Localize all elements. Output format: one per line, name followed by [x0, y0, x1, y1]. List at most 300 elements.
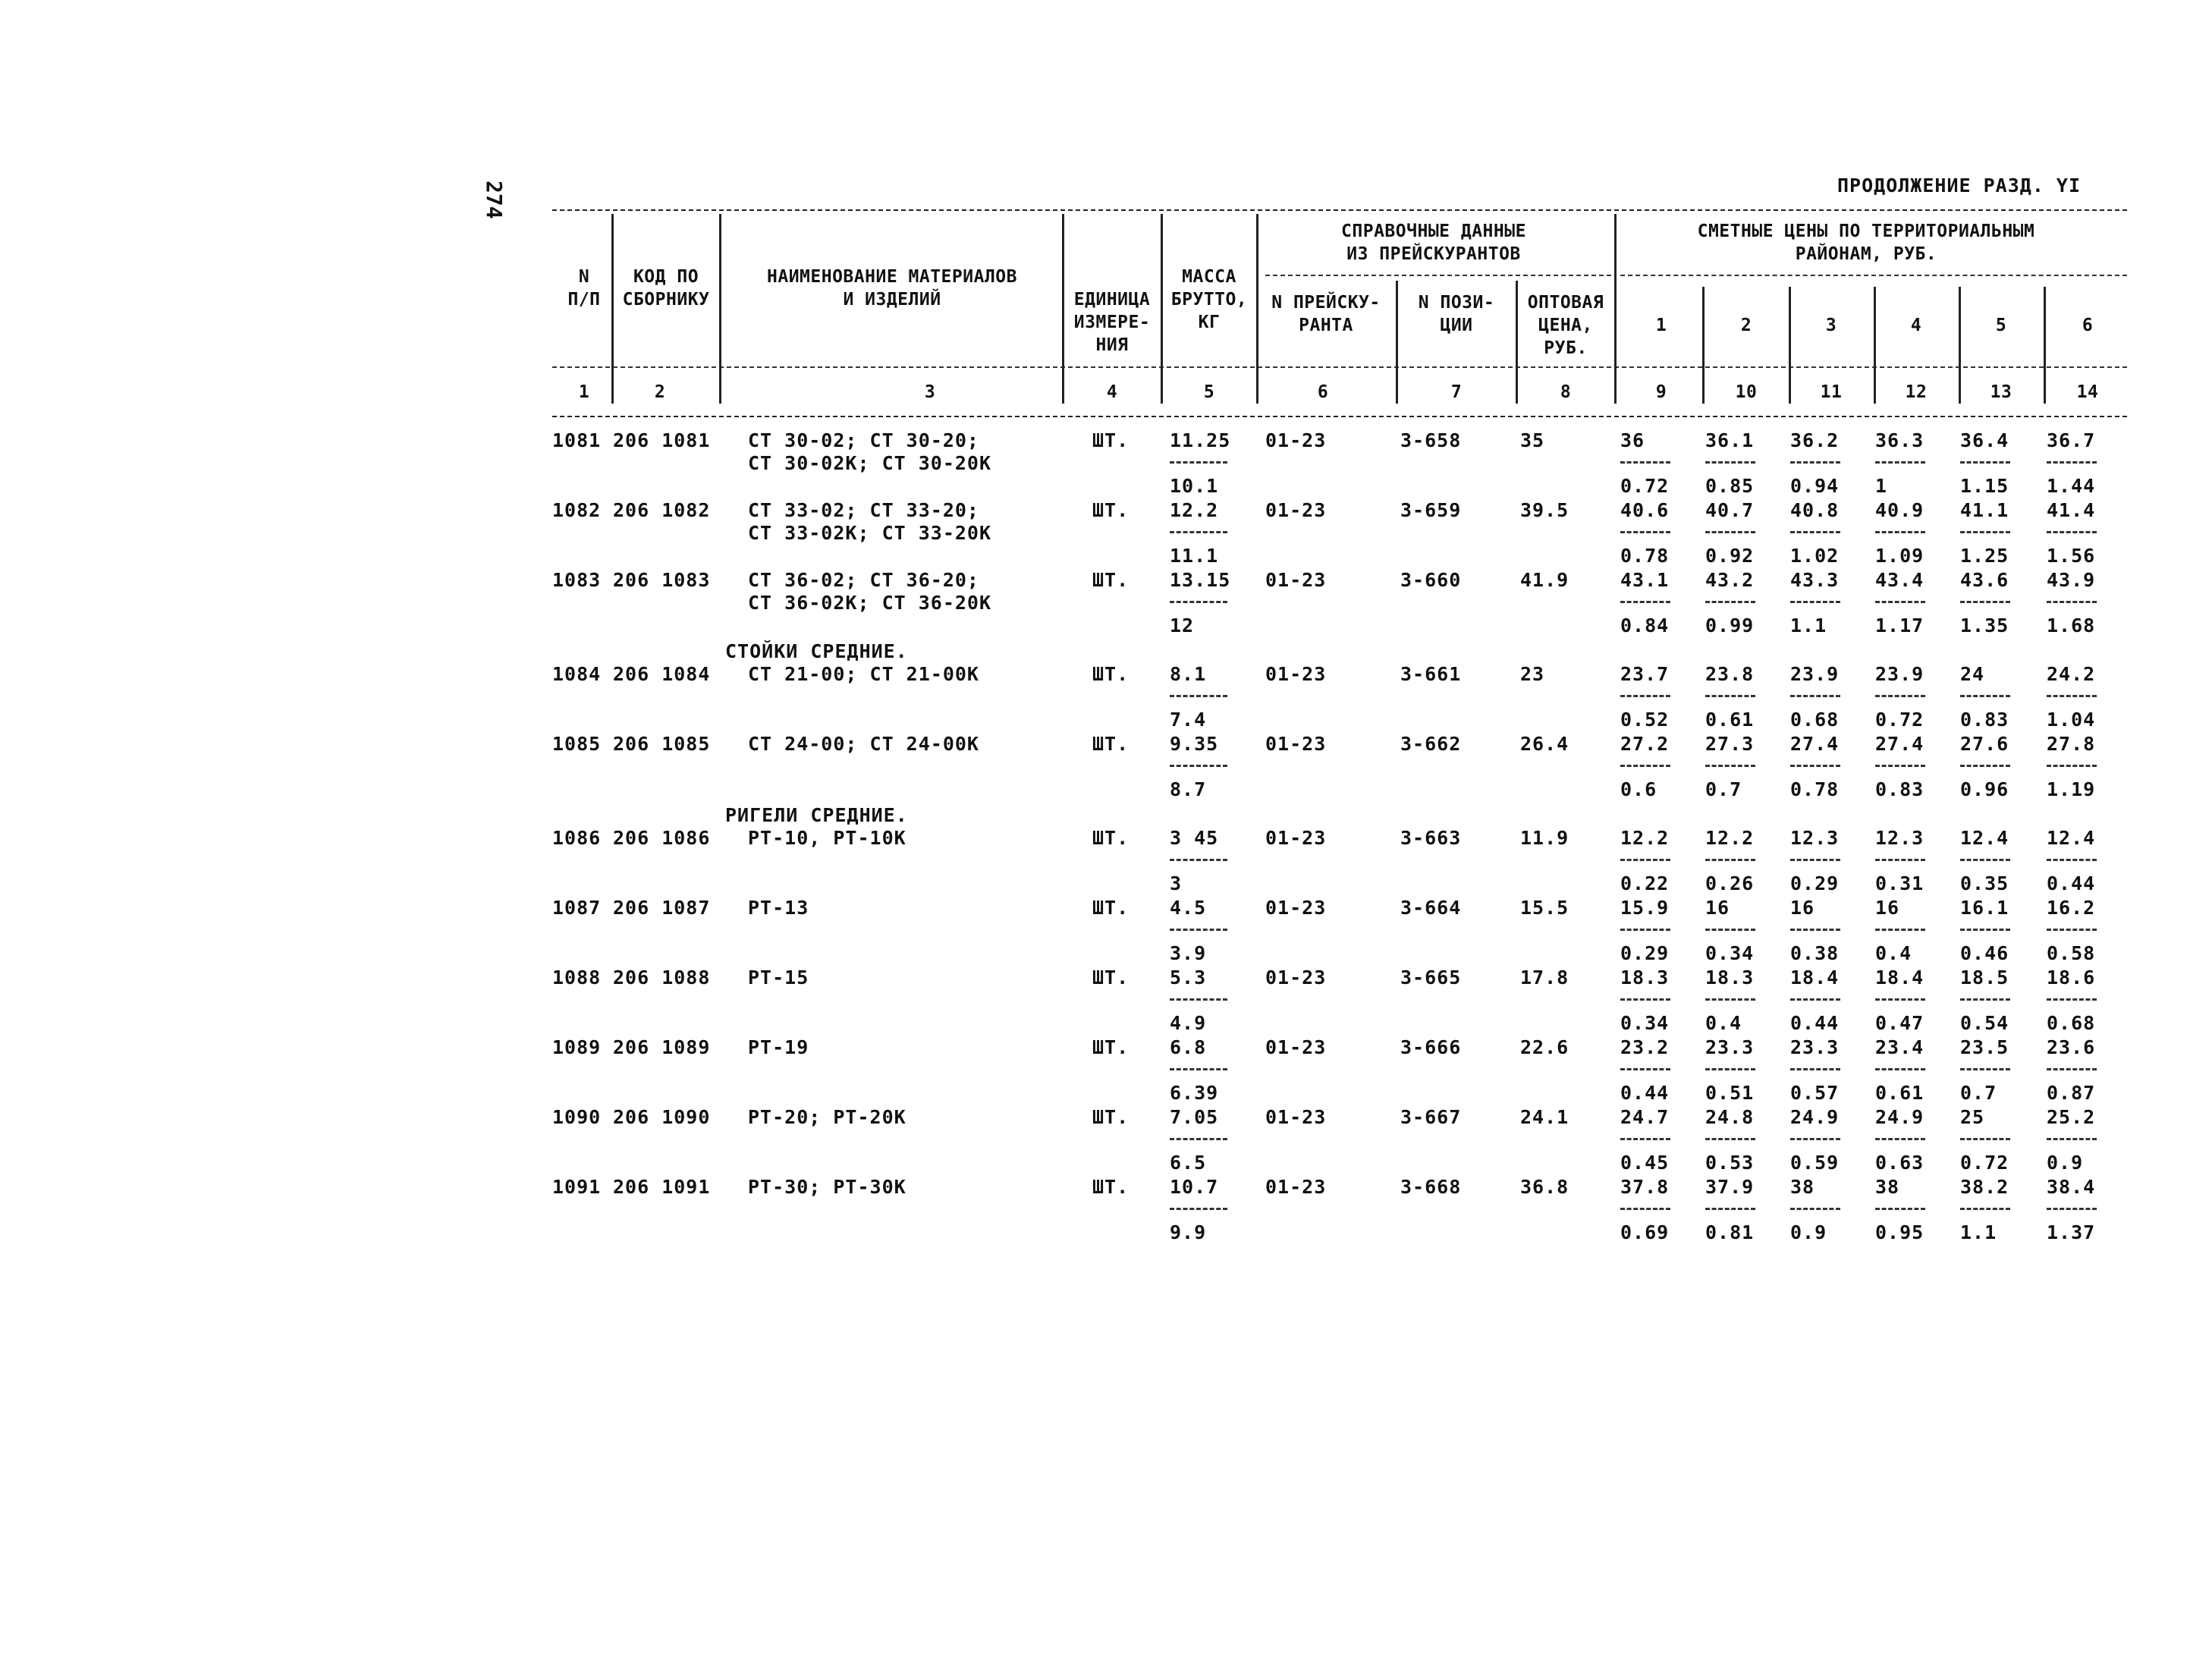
- column-separator: [1702, 287, 1705, 404]
- row-district-wage: 1.19: [2047, 778, 2096, 800]
- column-number-1: 1: [578, 382, 590, 402]
- row-district-wage: 0.4: [1705, 1012, 1742, 1034]
- header-col-name: НАИМЕНОВАНИЕ МАТЕРИАЛОВ: [767, 267, 1017, 287]
- fraction-line: [2047, 859, 2097, 861]
- row-district-wage: 0.7: [1705, 778, 1742, 800]
- fraction-line: [1170, 1208, 1227, 1210]
- row-name: СТ 30-02К; СТ 30-20К: [748, 452, 992, 474]
- row-district-price: 27.4: [1875, 733, 1925, 755]
- fraction-line: [1170, 461, 1227, 464]
- fraction-line: [1620, 461, 1670, 464]
- row-pricelist: 01-23: [1265, 967, 1327, 989]
- row-district-price: 40.6: [1620, 499, 1670, 521]
- row-district-wage: 0.85: [1705, 475, 1755, 497]
- row-pricelist: 01-23: [1265, 1176, 1327, 1198]
- row-mass: 3 45: [1170, 827, 1219, 849]
- column-number-11: 11: [1820, 382, 1843, 402]
- fraction-line: [1960, 601, 2010, 603]
- fraction-line: [1705, 765, 1755, 767]
- row-unit: ШТ.: [1092, 827, 1130, 849]
- row-district-price: 15.9: [1620, 897, 1670, 919]
- row-district-price: 36.3: [1875, 429, 1925, 451]
- row-district-price: 40.8: [1790, 499, 1840, 521]
- row-unit: ШТ.: [1092, 897, 1130, 919]
- row-district-price: 27.6: [1960, 733, 2009, 755]
- row-district-wage: 0.29: [1790, 872, 1840, 894]
- row-district-wage: 0.72: [1620, 475, 1670, 497]
- row-district-price: 16: [1875, 897, 1900, 919]
- row-pricelist: 01-23: [1265, 897, 1327, 919]
- row-district-wage: 0.44: [1620, 1082, 1670, 1104]
- row-district-wage: 0.7: [1960, 1082, 1997, 1104]
- row-name: СТ 21-00; СТ 21-00К: [748, 663, 979, 685]
- row-district-price: 23.9: [1790, 663, 1840, 685]
- row-district-price: 37.8: [1620, 1176, 1670, 1198]
- row-code: 206 1081: [613, 429, 711, 451]
- row-position: 3-665: [1400, 967, 1462, 989]
- fraction-line: [1875, 531, 1925, 533]
- row-district-price: 23.7: [1620, 663, 1670, 685]
- fraction-line: [1170, 601, 1227, 603]
- row-code: 206 1091: [613, 1176, 711, 1198]
- row-district-price: 24.9: [1790, 1106, 1840, 1128]
- row-district-wage: 0.78: [1620, 545, 1670, 567]
- group-heading: РИГЕЛИ СРЕДНИЕ.: [725, 804, 908, 826]
- fraction-line: [1170, 998, 1227, 1001]
- column-separator: [2044, 287, 2046, 404]
- header-subrule: [1620, 275, 2127, 276]
- row-unit: ШТ.: [1092, 967, 1130, 989]
- row-district-wage: 0.84: [1620, 614, 1670, 636]
- header-col-number: П/П: [567, 290, 601, 310]
- column-number-9: 9: [1655, 382, 1667, 402]
- row-mass-net: 6.5: [1170, 1152, 1207, 1174]
- row-name: СТ 24-00; СТ 24-00К: [748, 733, 979, 755]
- row-name: СТ 33-02К; СТ 33-20К: [748, 522, 992, 544]
- row-unit: ШТ.: [1092, 1176, 1130, 1198]
- row-district-wage: 0.92: [1705, 545, 1755, 567]
- row-district-wage: 0.58: [2047, 942, 2096, 964]
- row-district-wage: 0.52: [1620, 709, 1670, 731]
- row-district-price: 12.4: [1960, 827, 2009, 849]
- row-district-wage: 1.35: [1960, 614, 2009, 636]
- row-district-wage: 0.94: [1790, 475, 1840, 497]
- row-unit: ШТ.: [1092, 663, 1130, 685]
- row-district-price: 36: [1620, 429, 1645, 451]
- row-number: 1081: [552, 429, 602, 451]
- row-position: 3-666: [1400, 1036, 1462, 1058]
- column-number-6: 6: [1317, 382, 1329, 402]
- row-district-wage: 0.57: [1790, 1082, 1840, 1104]
- header-district-5: 5: [1995, 316, 2007, 335]
- row-mass: 7.05: [1170, 1106, 1219, 1128]
- header-col-code: КОД ПО: [633, 267, 699, 287]
- row-district-wage: 0.59: [1790, 1152, 1840, 1174]
- row-number: 1083: [552, 569, 602, 591]
- row-district-wage: 0.87: [2047, 1082, 2096, 1104]
- section-title: ПРОДОЛЖЕНИЕ РАЗД. YI: [1837, 174, 2082, 196]
- row-district-wage: 0.38: [1790, 942, 1840, 964]
- row-mass: 4.5: [1170, 897, 1207, 919]
- column-number-13: 13: [1990, 382, 2012, 402]
- fraction-line: [1960, 859, 2010, 861]
- row-number: 1090: [552, 1106, 602, 1128]
- fraction-line: [1875, 1208, 1925, 1210]
- column-separator: [719, 214, 721, 404]
- row-pricelist: 01-23: [1265, 499, 1327, 521]
- row-district-price: 27.4: [1790, 733, 1840, 755]
- column-number-2: 2: [654, 382, 666, 402]
- fraction-line: [1875, 929, 1925, 931]
- fraction-line: [1960, 1138, 2010, 1140]
- header-district-1: 1: [1655, 316, 1667, 335]
- fraction-line: [1170, 531, 1227, 533]
- fraction-line: [1620, 531, 1670, 533]
- header-col-unit: ЕДИНИЦА: [1073, 290, 1151, 310]
- fraction-line: [1790, 601, 1840, 603]
- row-number: 1085: [552, 733, 602, 755]
- column-separator: [1516, 281, 1518, 404]
- row-mass: 5.3: [1170, 967, 1207, 989]
- row-district-price: 23.3: [1705, 1036, 1755, 1058]
- row-district-price: 12.2: [1705, 827, 1755, 849]
- row-district-wage: 0.63: [1875, 1152, 1925, 1174]
- column-number-8: 8: [1560, 382, 1572, 402]
- row-code: 206 1088: [613, 967, 711, 989]
- column-separator: [1614, 214, 1617, 404]
- row-district-price: 12.3: [1875, 827, 1925, 849]
- table-rule: [552, 416, 2127, 417]
- row-position: 3-668: [1400, 1176, 1462, 1198]
- header-subrule: [552, 366, 2127, 368]
- fraction-line: [1875, 1138, 1925, 1140]
- fraction-line: [1960, 765, 2010, 767]
- row-number: 1087: [552, 897, 602, 919]
- row-position: 3-660: [1400, 569, 1462, 591]
- fraction-line: [1620, 695, 1670, 697]
- row-district-wage: 1.15: [1960, 475, 2009, 497]
- fraction-line: [1620, 859, 1670, 861]
- row-mass-net: 6.39: [1170, 1082, 1219, 1104]
- fraction-line: [2047, 765, 2097, 767]
- row-number: 1089: [552, 1036, 602, 1058]
- row-mass-net: 3: [1170, 872, 1183, 894]
- row-district-price: 36.2: [1790, 429, 1840, 451]
- row-number: 1082: [552, 499, 602, 521]
- fraction-line: [1790, 461, 1840, 464]
- column-number-14: 14: [2076, 382, 2099, 402]
- column-separator: [1161, 214, 1163, 404]
- row-name: РТ-15: [748, 967, 809, 989]
- fraction-line: [1790, 859, 1840, 861]
- row-mass: 10.7: [1170, 1176, 1219, 1198]
- fraction-line: [1705, 859, 1755, 861]
- fraction-line: [1790, 929, 1840, 931]
- row-mass: 13.15: [1170, 569, 1231, 591]
- fraction-line: [2047, 1068, 2097, 1070]
- row-district-price: 23.9: [1875, 663, 1925, 685]
- fraction-line: [1620, 998, 1670, 1001]
- header-district-2: 2: [1740, 316, 1752, 335]
- row-district-price: 23.8: [1705, 663, 1755, 685]
- row-position: 3-663: [1400, 827, 1462, 849]
- row-district-wage: 1.68: [2047, 614, 2096, 636]
- row-district-price: 38: [1875, 1176, 1900, 1198]
- row-price: 17.8: [1520, 967, 1569, 989]
- fraction-line: [1705, 1208, 1755, 1210]
- header-col-pricelist: N ПРЕЙСКУ-: [1271, 293, 1381, 313]
- row-district-wage: 0.61: [1875, 1082, 1925, 1104]
- fraction-line: [1960, 1208, 2010, 1210]
- row-price: 35: [1520, 429, 1545, 451]
- row-unit: ШТ.: [1092, 569, 1130, 591]
- fraction-line: [1620, 1208, 1670, 1210]
- header-col-price: РУБ.: [1544, 338, 1588, 358]
- fraction-line: [1705, 461, 1755, 464]
- fraction-line: [1875, 859, 1925, 861]
- row-district-price: 24.7: [1620, 1106, 1670, 1128]
- column-separator: [1874, 287, 1876, 404]
- row-district-wage: 0.95: [1875, 1221, 1925, 1243]
- row-district-wage: 0.31: [1875, 872, 1925, 894]
- row-pricelist: 01-23: [1265, 1036, 1327, 1058]
- fraction-line: [1705, 695, 1755, 697]
- row-district-price: 18.3: [1620, 967, 1670, 989]
- row-name: СТ 33-02; СТ 33-20;: [748, 499, 979, 521]
- row-district-wage: 1.1: [1960, 1221, 1997, 1243]
- row-district-wage: 0.68: [2047, 1012, 2096, 1034]
- row-mass-net: 4.9: [1170, 1012, 1207, 1034]
- row-district-wage: 0.46: [1960, 942, 2009, 964]
- row-code: 206 1090: [613, 1106, 711, 1128]
- row-district-price: 25.2: [2047, 1106, 2096, 1128]
- fraction-line: [2047, 1208, 2097, 1210]
- row-price: 15.5: [1520, 897, 1569, 919]
- row-pricelist: 01-23: [1265, 663, 1327, 685]
- row-name: СТ 36-02К; СТ 36-20К: [748, 592, 992, 614]
- row-district-wage: 1.1: [1790, 614, 1827, 636]
- row-district-price: 27.8: [2047, 733, 2096, 755]
- table-rule: [552, 209, 2127, 211]
- row-price: 11.9: [1520, 827, 1569, 849]
- row-pricelist: 01-23: [1265, 429, 1327, 451]
- row-code: 206 1084: [613, 663, 711, 685]
- row-district-price: 16.1: [1960, 897, 2009, 919]
- row-district-price: 24: [1960, 663, 1985, 685]
- header-col-position: N ПОЗИ-: [1418, 293, 1495, 313]
- row-district-price: 23.4: [1875, 1036, 1925, 1058]
- row-name: РТ-30; РТ-30К: [748, 1176, 906, 1198]
- row-district-price: 18.5: [1960, 967, 2009, 989]
- header-col-price: ОПТОВАЯ: [1527, 293, 1604, 313]
- row-district-wage: 1.09: [1875, 545, 1925, 567]
- row-district-wage: 0.51: [1705, 1082, 1755, 1104]
- row-mass-net: 7.4: [1170, 709, 1207, 731]
- fraction-line: [2047, 929, 2097, 931]
- row-mass: 8.1: [1170, 663, 1207, 685]
- row-district-wage: 0.6: [1620, 778, 1657, 800]
- row-code: 206 1089: [613, 1036, 711, 1058]
- fraction-line: [1960, 998, 2010, 1001]
- column-number-3: 3: [924, 382, 936, 402]
- column-separator: [1256, 214, 1258, 404]
- row-district-wage: 0.68: [1790, 709, 1840, 731]
- header-col-unit: ИЗМЕРЕ-: [1073, 313, 1151, 332]
- row-name: СТ 30-02; СТ 30-20;: [748, 429, 979, 451]
- fraction-line: [2047, 461, 2097, 464]
- fraction-line: [1170, 695, 1227, 697]
- row-district-price: 24.9: [1875, 1106, 1925, 1128]
- row-unit: ШТ.: [1092, 1036, 1130, 1058]
- row-name: РТ-20; РТ-20К: [748, 1106, 906, 1128]
- fraction-line: [1875, 998, 1925, 1001]
- row-number: 1088: [552, 967, 602, 989]
- row-pricelist: 01-23: [1265, 1106, 1327, 1128]
- group-heading: СТОЙКИ СРЕДНИЕ.: [725, 640, 908, 662]
- row-district-wage: 0.69: [1620, 1221, 1670, 1243]
- row-district-price: 41.1: [1960, 499, 2009, 521]
- row-mass-net: 12: [1170, 614, 1195, 636]
- row-district-wage: 1.17: [1875, 614, 1925, 636]
- row-code: 206 1087: [613, 897, 711, 919]
- row-unit: ШТ.: [1092, 429, 1130, 451]
- column-number-10: 10: [1735, 382, 1758, 402]
- row-district-price: 43.3: [1790, 569, 1840, 591]
- row-district-wage: 1.44: [2047, 475, 2096, 497]
- column-number-5: 5: [1203, 382, 1215, 402]
- header-col-price: ЦЕНА,: [1538, 316, 1593, 335]
- row-district-price: 43.4: [1875, 569, 1925, 591]
- fraction-line: [1705, 531, 1755, 533]
- fraction-line: [1960, 695, 2010, 697]
- row-district-price: 18.4: [1790, 967, 1840, 989]
- row-price: 39.5: [1520, 499, 1569, 521]
- row-pricelist: 01-23: [1265, 569, 1327, 591]
- fraction-line: [1790, 531, 1840, 533]
- column-number-12: 12: [1905, 382, 1928, 402]
- fraction-line: [1875, 765, 1925, 767]
- fraction-line: [1960, 461, 2010, 464]
- row-district-price: 43.1: [1620, 569, 1670, 591]
- fraction-line: [1790, 765, 1840, 767]
- row-mass-net: 10.1: [1170, 475, 1219, 497]
- row-district-price: 41.4: [2047, 499, 2096, 521]
- row-district-price: 27.2: [1620, 733, 1670, 755]
- fraction-line: [1170, 1068, 1227, 1070]
- fraction-line: [1620, 1138, 1670, 1140]
- fraction-line: [1875, 461, 1925, 464]
- row-district-wage: 0.9: [2047, 1152, 2084, 1174]
- row-district-wage: 0.45: [1620, 1152, 1670, 1174]
- row-name: РТ-13: [748, 897, 809, 919]
- row-mass: 6.8: [1170, 1036, 1207, 1058]
- fraction-line: [1705, 601, 1755, 603]
- row-district-wage: 0.53: [1705, 1152, 1755, 1174]
- row-price: 36.8: [1520, 1176, 1569, 1198]
- row-district-price: 23.6: [2047, 1036, 2096, 1058]
- header-subrule: [1265, 275, 1611, 276]
- row-price: 22.6: [1520, 1036, 1569, 1058]
- fraction-line: [1170, 859, 1227, 861]
- row-district-price: 18.3: [1705, 967, 1755, 989]
- row-district-wage: 0.81: [1705, 1221, 1755, 1243]
- row-district-wage: 0.54: [1960, 1012, 2009, 1034]
- row-district-wage: 0.34: [1620, 1012, 1670, 1034]
- column-number-4: 4: [1106, 382, 1118, 402]
- row-number: 1084: [552, 663, 602, 685]
- fraction-line: [1790, 1068, 1840, 1070]
- row-district-price: 23.2: [1620, 1036, 1670, 1058]
- row-price: 23: [1520, 663, 1545, 685]
- row-district-price: 16.2: [2047, 897, 2096, 919]
- fraction-line: [1790, 1208, 1840, 1210]
- row-pricelist: 01-23: [1265, 733, 1327, 755]
- row-district-wage: 1: [1875, 475, 1888, 497]
- row-price: 24.1: [1520, 1106, 1569, 1128]
- header-col-unit: НИЯ: [1095, 335, 1129, 355]
- row-district-price: 23.3: [1790, 1036, 1840, 1058]
- row-district-wage: 0.83: [1960, 709, 2009, 731]
- row-district-price: 38.2: [1960, 1176, 2009, 1198]
- row-district-wage: 0.47: [1875, 1012, 1925, 1034]
- fraction-line: [1960, 1068, 2010, 1070]
- header-col-mass: КГ: [1198, 313, 1221, 332]
- fraction-line: [1875, 601, 1925, 603]
- row-mass-net: 3.9: [1170, 942, 1207, 964]
- row-unit: ШТ.: [1092, 1106, 1130, 1128]
- header-col-pricelist: РАНТА: [1299, 316, 1353, 335]
- row-district-wage: 0.72: [1960, 1152, 2009, 1174]
- fraction-line: [1705, 998, 1755, 1001]
- row-district-price: 12.4: [2047, 827, 2096, 849]
- row-district-price: 18.6: [2047, 967, 2096, 989]
- row-mass: 11.25: [1170, 429, 1231, 451]
- row-price: 41.9: [1520, 569, 1569, 591]
- column-separator: [1062, 214, 1064, 404]
- fraction-line: [1620, 765, 1670, 767]
- fraction-line: [1960, 531, 2010, 533]
- header-group-reference: ИЗ ПРЕЙСКУРАНТОВ: [1346, 244, 1521, 264]
- row-district-price: 38.4: [2047, 1176, 2096, 1198]
- row-position: 3-664: [1400, 897, 1462, 919]
- header-col-position: ЦИИ: [1440, 316, 1473, 335]
- header-district-3: 3: [1825, 316, 1837, 335]
- header-col-code: СБОРНИКУ: [622, 290, 710, 310]
- row-mass: 12.2: [1170, 499, 1219, 521]
- header-col-number: N: [578, 267, 590, 287]
- row-district-wage: 0.29: [1620, 942, 1670, 964]
- header-col-mass: БРУТТО,: [1170, 290, 1248, 310]
- fraction-line: [1170, 1138, 1227, 1140]
- row-district-wage: 0.72: [1875, 709, 1925, 731]
- fraction-line: [2047, 998, 2097, 1001]
- row-name: РТ-10, РТ-10К: [748, 827, 906, 849]
- row-district-wage: 1.37: [2047, 1221, 2096, 1243]
- row-district-price: 18.4: [1875, 967, 1925, 989]
- row-mass-net: 11.1: [1170, 545, 1219, 567]
- row-district-price: 25: [1960, 1106, 1985, 1128]
- row-district-price: 16: [1705, 897, 1730, 919]
- fraction-line: [1875, 1068, 1925, 1070]
- row-district-price: 38: [1790, 1176, 1815, 1198]
- fraction-line: [1620, 1068, 1670, 1070]
- row-code: 206 1082: [613, 499, 711, 521]
- row-position: 3-667: [1400, 1106, 1462, 1128]
- row-district-wage: 0.34: [1705, 942, 1755, 964]
- row-district-price: 16: [1790, 897, 1815, 919]
- header-group-reference: СПРАВОЧНЫЕ ДАННЫЕ: [1341, 222, 1526, 241]
- row-district-wage: 1.02: [1790, 545, 1840, 567]
